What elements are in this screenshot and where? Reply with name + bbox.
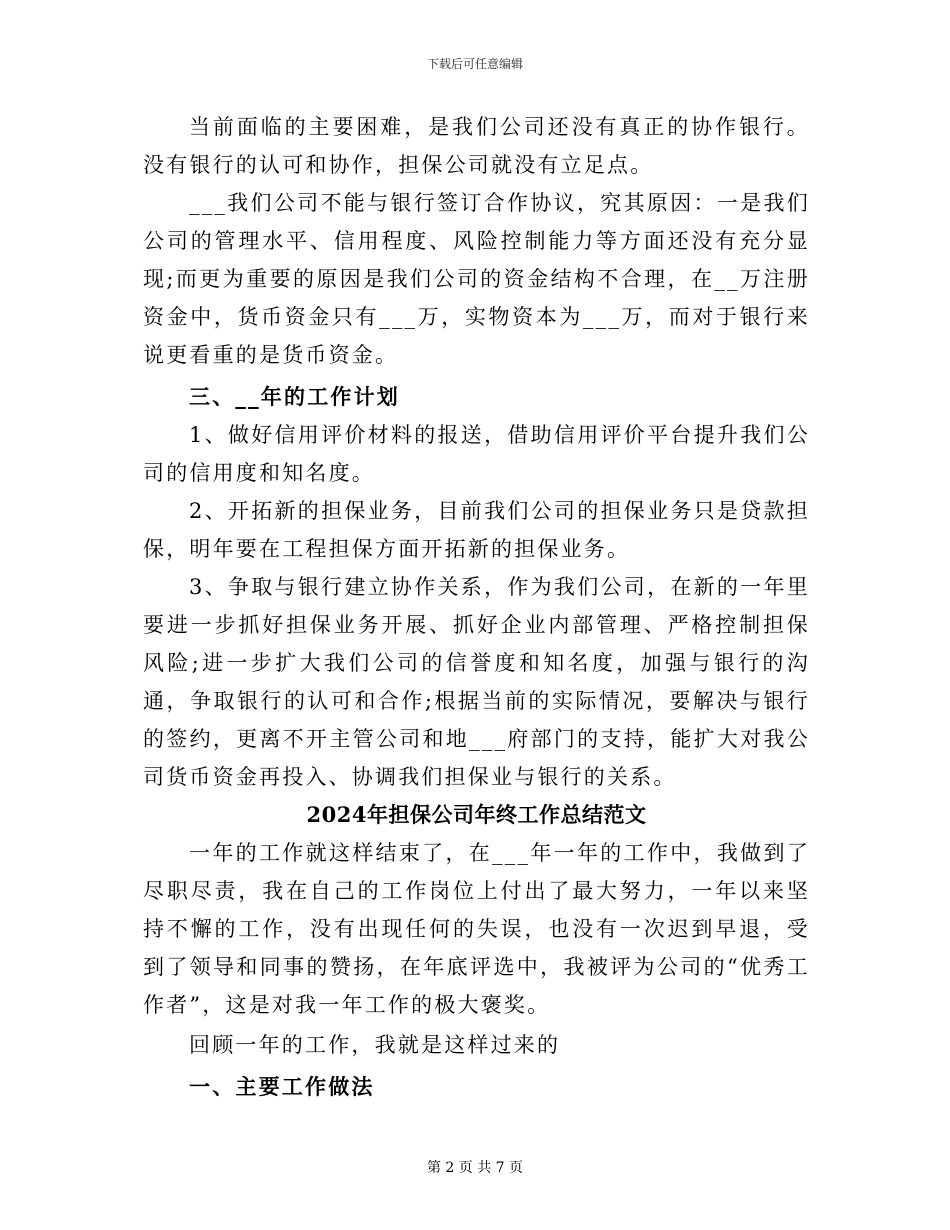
paragraph-plan-2: 2、开拓新的担保业务，目前我们公司的担保业务只是贷款担保，明年要在工程担保方面开拓新的担保业务。 xyxy=(143,499,810,561)
page-header-note: 下载后可任意编辑 xyxy=(426,57,523,71)
paragraph-plan-1: 1、做好信用评价材料的报送，借助信用评价平台提升我们公司的信用度和知名度。 xyxy=(143,423,810,485)
document-body xyxy=(143,108,810,1106)
section-heading-work-plan: 三、__年的工作计划 xyxy=(189,384,400,409)
section-heading-main-methods: 一、主要工作做法 xyxy=(189,1074,375,1099)
paragraph-year-summary: 一年的工作就这样结束了，在___年一年的工作中，我做到了尽职尽责，我在自己的工作岗位上付出了最大努力，一年以来坚持不懈的工作，没有出现任何的失误，也没有一次迟到早退，受到了领导和同事的赞扬，在年底评选中，我被评为公司的“优秀工作者”，这是对我一年工作的极大褒奖。 xyxy=(143,841,810,1017)
paragraph-review: 回顾一年的工作，我就是这样过来的 xyxy=(189,1033,561,1057)
page-number: 第 2 页 共 7 页 xyxy=(426,1160,524,1176)
paragraph-plan-3: 3、争取与银行建立协作关系，作为我们公司，在新的一年里要进一步抓好担保业务开展、抓好企业内部管理、严格控制担保风险;进一步扩大我们公司的信誉度和知名度，加强与银行的沟通，争取银行的认可和合作;根据当前的实际情况，要解决与银行的签约，更离不开主管公司和地___府部门的支持，能扩大对我公司货币资金再投入、协调我们担保业与银行的关系。 xyxy=(143,575,810,789)
paragraph-difficulty: 当前面临的主要困难，是我们公司还没有真正的协作银行。没有银行的认可和协作，担保公司就没有立足点。 xyxy=(143,115,810,177)
paragraph-reason: ___我们公司不能与银行签订合作协议，究其原因：一是我们公司的管理水平、信用程度、风险控制能力等方面还没有充分显现;而更为重要的原因是我们公司的资金结构不合理，在__万注册资金中，货币资金只有___万，实物资本为___万，而对于银行来说更看重的是货币资金。 xyxy=(143,191,810,367)
document-title: 2024年担保公司年终工作总结范文 xyxy=(306,802,647,827)
